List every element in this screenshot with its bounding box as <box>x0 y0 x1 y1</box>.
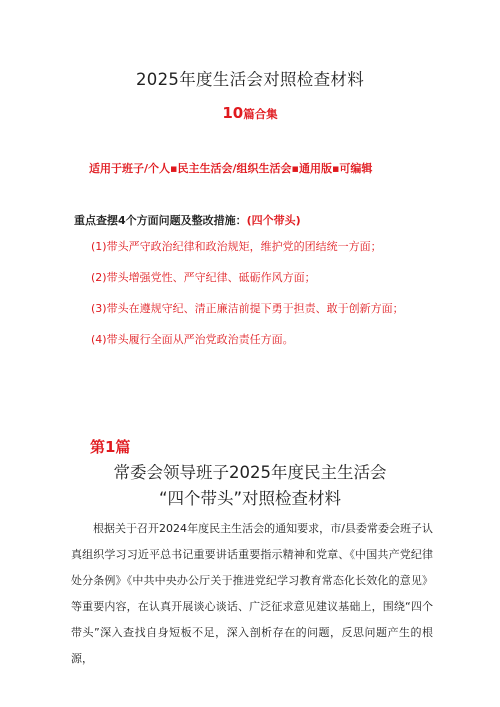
document-subtitle <box>0 103 500 122</box>
focus-heading-highlight: (四个带头) <box>246 214 301 227</box>
focus-heading-prefix: 重点查摆4个方面问题及整改措施： <box>74 214 247 227</box>
body-paragraph: 根据关于召开2024年度民主生活会的通知要求，市/县委常委会班子认真组织学习习近平总书记重要讲话重要指示精神和党章、《中国共产党纪律处分条例》《中共中央办公厅关于推进党纪学习教育常态化长效化的意见》等重要内容，在认真开展谈心谈话、广泛征求意见建议基础上，围绕“四个带头”深入查找自身短板不足，深入剖析存在的问题，反思问题产生的根源， <box>71 522 433 665</box>
chapter-label: 第1篇 <box>90 438 131 456</box>
document-title: 2025年度生活会对照检查材料 <box>136 70 364 89</box>
focus-item: (1)带头严守政治纪律和政治规矩，维护党的团结统一方面； <box>91 240 382 253</box>
focus-item: (3)带头在遵规守纪、清正廉洁前提下勇于担责、敢于创新方面； <box>91 302 404 315</box>
focus-item: (4)带头履行全面从严治党政治责任方面。 <box>91 333 294 346</box>
applicable-scope: 适用于班子/个人▪民主生活会/组织生活会▪通用版▪可编辑 <box>89 162 373 175</box>
subtitle-text: 篇合集 <box>243 107 278 121</box>
chapter-title-line-2: “四个带头”对照检查材料 <box>158 489 342 508</box>
subtitle-number: 10 <box>222 104 244 122</box>
focus-list <box>91 240 404 364</box>
focus-item: (2)带头增强党性、严守纪律、砥砺作风方面； <box>91 271 316 284</box>
focus-heading <box>74 212 301 228</box>
chapter-title-line-1: 常委会领导班子2025年度民主生活会 <box>113 463 387 482</box>
chapter-title <box>0 460 500 512</box>
